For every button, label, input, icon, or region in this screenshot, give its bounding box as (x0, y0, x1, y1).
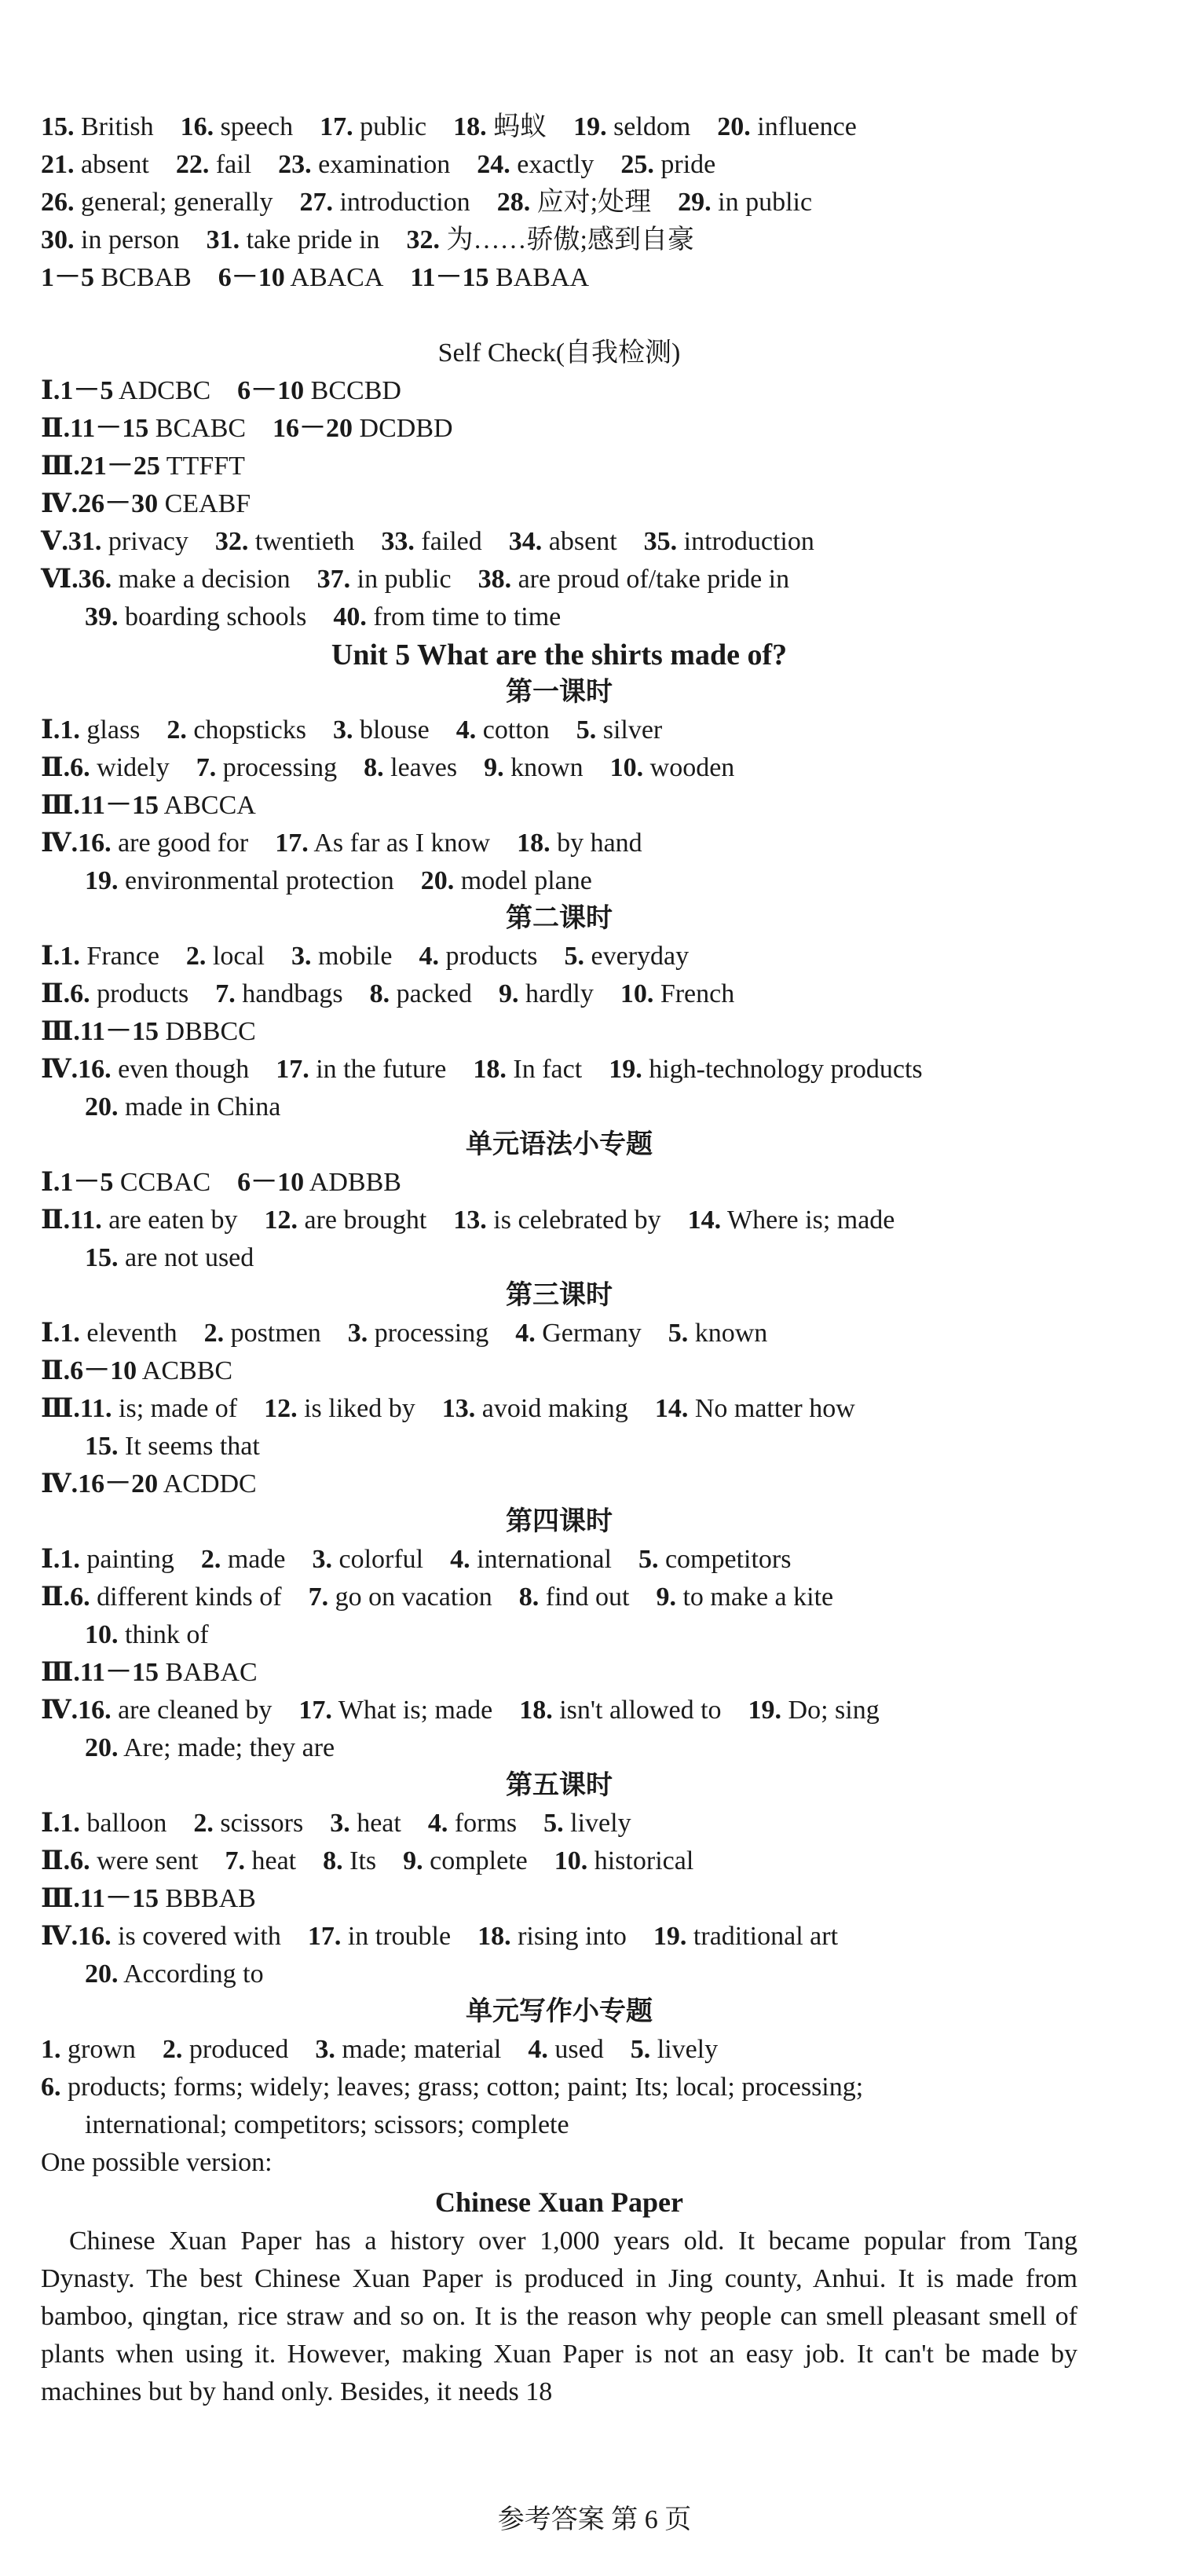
section-title-grammar: 单元语法小专题 (466, 1130, 653, 1159)
answer-line: Ⅱ.6. products 7. handbags 8. packed 9. hardly 10. French (41, 979, 735, 1008)
answer-line: Ⅳ.16. even though 17. in the future 18. In fact 19. high-technology products (41, 1055, 923, 1084)
answer-line: Ⅰ.1. glass 2. chopsticks 3. blouse 4. cotton 5. silver (41, 715, 663, 745)
answer-line: Ⅳ.16. are good for 17. As far as I know 18. by hand (41, 829, 642, 858)
answer-line: Ⅰ.1. balloon 2. scissors 3. heat 4. forms 5. lively (41, 1809, 631, 1838)
answer-line: 26. general; generally 27. introduction 28. 应对;处理 29. in public (41, 188, 813, 217)
answer-line: Ⅲ.21－25 TTFFT (41, 452, 245, 481)
spacer (41, 297, 1077, 335)
answer-line: 20. According to (85, 1959, 264, 1989)
answer-line: 20. Are; made; they are (85, 1733, 335, 1762)
answer-line: Ⅰ.1. eleventh 2. postmen 3. processing 4. Germany 5. known (41, 1319, 768, 1348)
answer-line: 15. British 16. speech 17. public 18. 蚂蚁 19. seldom 20. influence (41, 112, 857, 141)
page-footer: 参考答案 第 6 页 (497, 2505, 692, 2534)
sample-label: One possible version: (41, 2148, 273, 2177)
answer-line: Ⅱ.11－15 BCABC 16－20 DCDBD (41, 414, 453, 443)
unit-title: Unit 5 What are the shirts made of? (331, 639, 788, 671)
answer-line: 15. are not used (85, 1243, 254, 1272)
answer-line: Ⅲ.11－15 DBBCC (41, 1017, 256, 1046)
answer-line: 1－5 BCBAB 6－10 ABACA 11－15 BABAA (41, 263, 590, 292)
answer-line: Ⅰ.1－5 CCBAC 6－10 ADBBB (41, 1168, 401, 1197)
answer-line: Ⅳ.16－20 ACDDC (41, 1469, 257, 1498)
answer-line: 1. grown 2. produced 3. made; material 4. used 5. lively (41, 2035, 719, 2064)
answer-line: Ⅱ.6－10 ACBBC (41, 1356, 233, 1385)
answer-line: international; competitors; scissors; complete (85, 2110, 569, 2139)
answer-line: Ⅰ.1. France 2. local 3. mobile 4. products 5. everyday (41, 942, 690, 971)
answer-line: Ⅴ.31. privacy 32. twentieth 33. failed 34. absent 35. introduction (41, 527, 814, 556)
essay-title: Chinese Xuan Paper (434, 2186, 684, 2218)
section-title-lesson-3: 第三课时 (506, 1281, 613, 1310)
answer-line: Ⅲ.11. is; made of 12. is liked by 13. avoid making 14. No matter how (41, 1394, 855, 1423)
answer-line: Ⅳ.16. are cleaned by 17. What is; made 18. isn't allowed to 19. Do; sing (41, 1696, 880, 1725)
answer-line: Ⅳ.16. is covered with 17. in trouble 18. rising into 19. traditional art (41, 1922, 839, 1951)
answer-line: Ⅱ.6. different kinds of 7. go on vacation 8. find out 9. to make a kite (41, 1583, 834, 1612)
section-title-writing: 单元写作小专题 (466, 1997, 653, 2026)
answer-line: Ⅲ.11－15 ABCCA (41, 791, 256, 820)
section-title-lesson-2: 第二课时 (506, 904, 613, 933)
answer-line: 21. absent 22. fail 23. examination 24. exactly 25. pride (41, 150, 716, 179)
answer-line: Ⅱ.6. widely 7. processing 8. leaves 9. known 10. wooden (41, 753, 735, 782)
answer-line: Ⅳ.26－30 CEABF (41, 489, 251, 518)
answer-line: 19. environmental protection 20. model plane (85, 866, 592, 895)
answer-line: 6. products; forms; widely; leaves; grass; cotton; paint; Its; local; processing; (41, 2073, 864, 2102)
answer-line: Ⅱ.6. were sent 7. heat 8. Its 9. complete 10. historical (41, 1846, 694, 1875)
answer-line: Ⅲ.11－15 BABAC (41, 1658, 258, 1687)
answer-line: Ⅱ.11. are eaten by 12. are brought 13. is celebrated by 14. Where is; made (41, 1206, 895, 1235)
section-title-self-check: Self Check(自我检测) (437, 338, 681, 368)
answer-line: 10. think of (85, 1620, 209, 1649)
section-title-lesson-5: 第五课时 (506, 1771, 613, 1800)
answer-line: 39. boarding schools 40. from time to time (85, 602, 562, 631)
answer-line: 30. in person 31. take pride in 32. 为……骄傲;感到自豪 (41, 225, 694, 254)
answer-line: 15. It seems that (85, 1432, 260, 1461)
answer-line: Ⅰ.1. painting 2. made 3. colorful 4. international 5. competitors (41, 1545, 792, 1574)
answer-line: Ⅰ.1－5 ADCBC 6－10 BCCBD (41, 376, 401, 405)
content (41, 108, 1077, 2411)
essay-body: Chinese Xuan Paper has a history over 1,000 years old. It became popular from Tang Dynasty. The best Chinese Xuan Paper is produced in Jing county, Anhui. It is made from bamboo, qingtan, rice straw and so on. It is the reason why people can smell pleasant smell of plants when using it. However, making Xuan Paper is not an easy job. It can't be made by machines but by hand only. Besides, it needs 18 (41, 2227, 1077, 2406)
answer-line: Ⅵ.36. make a decision 37. in public 38. are proud of/take pride in (41, 565, 790, 594)
section-title-lesson-4: 第四课时 (506, 1507, 613, 1536)
section-title-lesson-1: 第一课时 (506, 678, 613, 707)
answer-line: Ⅲ.11－15 BBBAB (41, 1884, 256, 1913)
answer-line: 20. made in China (85, 1092, 281, 1122)
